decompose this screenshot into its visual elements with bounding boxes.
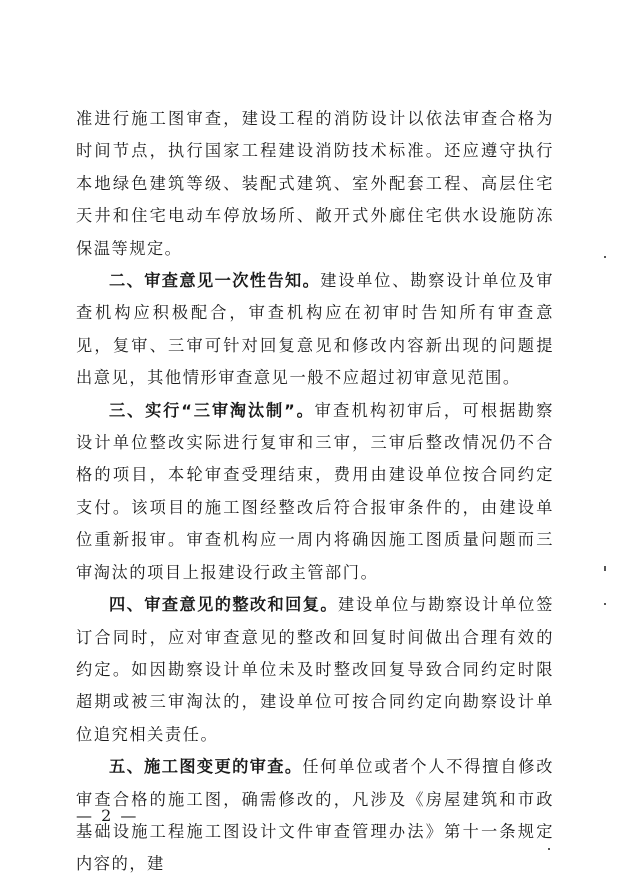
section-heading: 三、实行“三审淘汰制”。 [109, 400, 315, 420]
section-heading: 二、审查意见一次性告知。 [109, 271, 321, 291]
document-body [76, 103, 554, 881]
paragraph-body: 任何单位或者个人不得擅自修改审查合格的施工图，确需修改的，凡涉及《房屋建筑和市政基础设施工程施工图设计文件审查管理办法》第十一条规定内容的，建 [76, 757, 554, 874]
section-heading: 四、审查意见的整改和回复。 [109, 595, 339, 615]
page-number: — 2 — [76, 806, 139, 825]
paragraph-body: 准进行施工图审查，建设工程的消防设计以依法审查合格为时间节点，执行国家工程建设消防技术标准。还应遵守执行本地绿色建筑等级、装配式建筑、室外配套工程、高层住宅天井和住宅电动车停放场所、敞开式外廊住宅供水设施防冻保温等规定。 [76, 109, 554, 258]
scan-speck [604, 566, 606, 571]
scan-speck [604, 603, 606, 605]
paragraph-body: 建设单位与勘察设计单位签订合同时，应对审查意见的整改和回复时间做出合理有效的约定。如因勘察设计单位未及时整改回复导致合同约定时限超期或被三审淘汰的，建设单位可按合同约定向勘察设计单位追究相关责任。 [76, 595, 554, 744]
scan-speck [548, 848, 550, 850]
paragraph-section-5 [76, 751, 554, 881]
paragraph-body: 建设单位、勘察设计单位及审查机构应积极配合，审查机构应在初审时告知所有审查意见，复审、三审可针对回复意见和修改内容新出现的问题提出意见，其他情形审查意见一般不应超过初审意见范围。 [76, 271, 554, 388]
section-heading: 五、施工图变更的审查。 [109, 757, 303, 777]
paragraph-section-2 [76, 265, 554, 395]
scan-speck [604, 256, 606, 258]
paragraph-body: 审查机构初审后，可根据勘察设计单位整改实际进行复审和三审，三审后整改情况仍不合格的项目，本轮审查受理结束，费用由建设单位按合同约定支付。该项目的施工图经整改后符合报审条件的，由建设单位重新报审。审查机构应一周内将确因施工图质量问题而三审淘汰的项目上报建设行政主管部门。 [76, 400, 554, 582]
paragraph-section-3 [76, 395, 554, 589]
paragraph-section-4 [76, 589, 554, 751]
paragraph-continuation [76, 103, 554, 265]
